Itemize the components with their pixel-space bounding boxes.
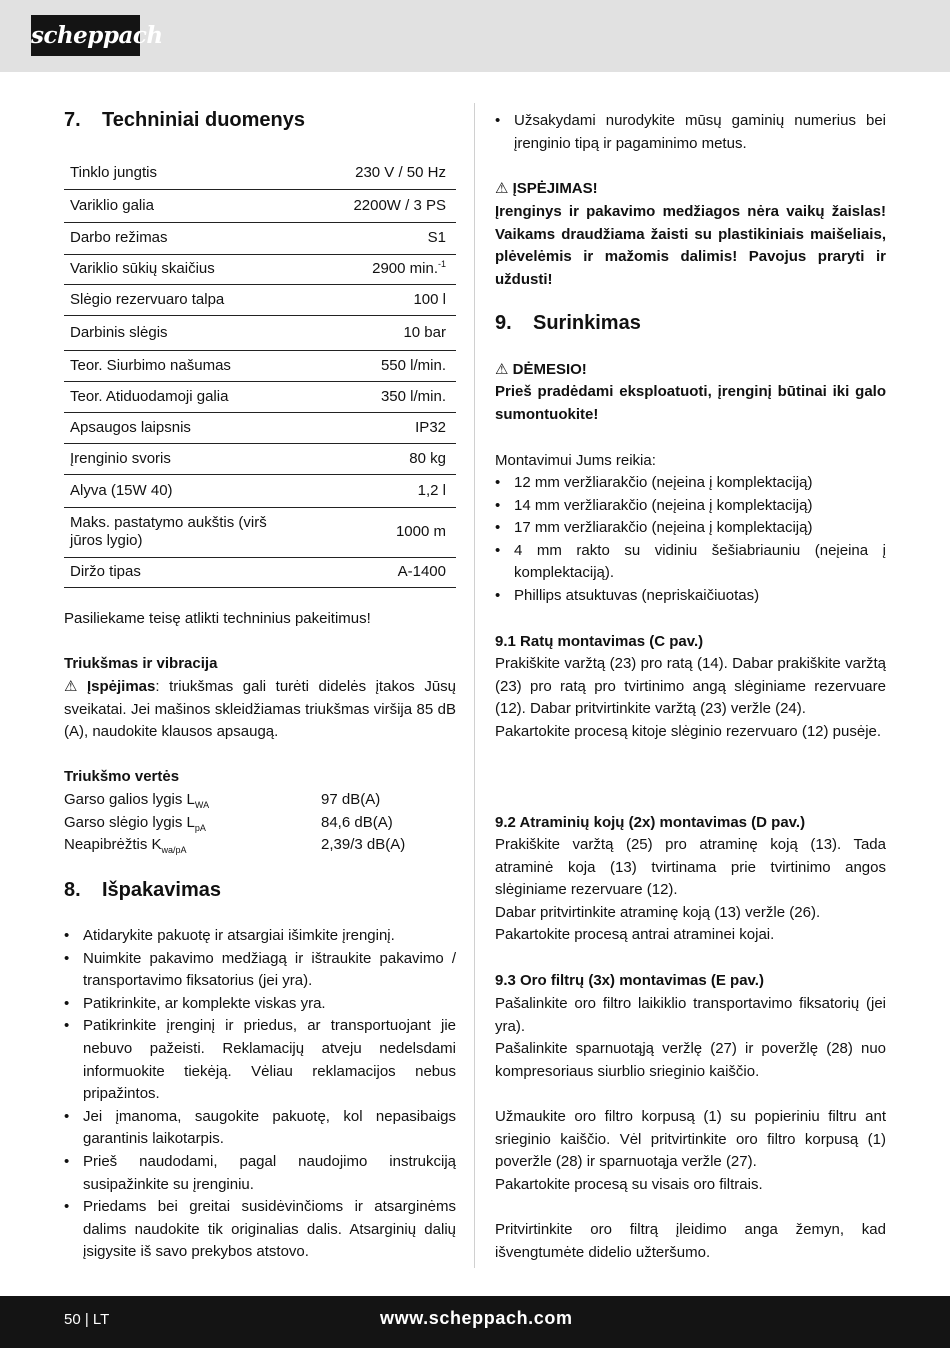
spec-value	[347, 315, 456, 350]
spec-value	[347, 474, 456, 507]
list-item: • 14 mm veržliarakčio (neįeina į komplektaciją)	[495, 495, 886, 518]
list-item: • Atidarykite pakuotę ir atsargiai išimkite įrenginį.	[64, 925, 456, 948]
spec-value-text: 1000 m	[395, 523, 446, 540]
noise-warning-text: : triukšmas gali turėti didelės įtakos Jūsų sveikatai. Jei mašinos skleidžiamas triukšmas viršija 85 dB (A), naudokite klausos apsaugą.	[64, 678, 457, 741]
table-row	[64, 222, 456, 254]
spec-value-text: 1,2 l	[417, 481, 446, 499]
table-row	[64, 254, 456, 284]
page-footer	[0, 1296, 950, 1348]
spec-value	[347, 443, 456, 474]
list-item: • Priedams bei greitai susidėvinčioms ir atsarginėms dalims naudokite tik originalias dalis. Atsarginių dalių įsigysite iš savo prekybos atstovo.	[64, 1196, 456, 1264]
paragraph: Užmaukite oro filtro korpusą (1) su popieriniu filtru ant srieginio kaiščio. Vėl pritvirtinkite oro filtro korpusą (1) poveržle (28) ir sparnuotąja veržle (27).	[495, 1107, 886, 1171]
noise-label: Garso galios lygis L	[64, 791, 195, 808]
spec-label: Darbo režimas	[64, 222, 347, 254]
noise-label: Neapibrėžtis K	[64, 836, 162, 853]
paragraph: Pakartokite procesą antrai atraminei kojai.	[495, 926, 775, 944]
spec-label: Tinklo jungtis	[64, 157, 347, 189]
list-item: • Patikrinkite įrenginį ir priedus, ar transportuojant jie nebuvo pažeisti. Reklamacijų atveju nedelsdami informuokite tiekėją. Vėliau reklamacijos nebus pripažintos.	[64, 1015, 456, 1105]
noise-values-heading: Triukšmo vertės	[64, 768, 180, 785]
spec-value-sup: -1	[437, 259, 446, 269]
section-number: 9.	[495, 312, 512, 334]
subsection-9-2-text	[495, 834, 886, 947]
noise-value: 84,6 dB(A)	[321, 814, 393, 831]
paragraph: Prakiškite varžtą (23) pro ratą (14). Dabar prakiškite varžtą (23) pro ratą pro tvirtinimo angą slėginiame rezervuare (12). Dabar pritvirtinkite varžtą (23) veržle (24).	[495, 655, 886, 718]
spec-label: Diržo tipas	[64, 557, 347, 587]
page-header	[0, 0, 950, 72]
list-item: • Jei įmanoma, saugokite pakuotę, kol nepasibaigs garantinis laikotarpis.	[64, 1106, 456, 1151]
section-title: Techniniai duomenys	[102, 109, 305, 131]
table-row	[64, 507, 456, 557]
section-7-heading	[64, 108, 305, 132]
noise-warning	[64, 676, 456, 744]
paragraph: Dabar pritvirtinkite atraminę koją (13) veržle (26).	[495, 903, 821, 921]
paragraph: Pašalinkite sparnuotąją veržlę (27) ir poveržlę (28) nuo kompresoriaus siurblio srieginio kaiščio.	[495, 1040, 886, 1080]
spec-value	[347, 284, 456, 315]
section-9-heading	[495, 311, 641, 335]
spec-value	[347, 350, 456, 381]
warning-title-text: ĮSPĖJIMAS!	[512, 180, 598, 197]
column-divider	[474, 103, 475, 1268]
spec-value-text: 2900 min.	[372, 260, 438, 277]
changes-note: Pasiliekame teisę atlikti techninius pakeitimus!	[64, 610, 371, 627]
table-row	[64, 189, 456, 222]
spec-label: Teor. Atiduodamoji galia	[64, 381, 347, 412]
paragraph: Pakartokite procesą su visais oro filtrais.	[495, 1175, 763, 1193]
spec-value-text: 100 l	[413, 290, 446, 308]
noise-label-sub: pA	[194, 823, 206, 833]
spec-value	[347, 412, 456, 443]
table-row	[64, 443, 456, 474]
table-row	[64, 412, 456, 443]
attention-text: Prieš pradėdami eksploatuoti, įrenginį būtinai iki galo sumontuokite!	[495, 383, 886, 423]
subsection-9-2-title: 9.2 Atraminių kojų (2x) montavimas (D pav.)	[495, 814, 806, 831]
spec-value-text: 10 bar	[403, 323, 446, 341]
section-title: Surinkimas	[533, 312, 641, 334]
noise-value-row	[64, 834, 456, 857]
warning-icon: ⚠	[495, 361, 509, 378]
spec-label: Teor. Siurbimo našumas	[64, 350, 347, 381]
spec-value	[347, 222, 456, 254]
noise-value: 2,39/3 dB(A)	[321, 836, 406, 853]
noise-value: 97 dB(A)	[321, 791, 381, 808]
spec-label: Variklio galia	[64, 189, 347, 222]
attention-title-text: DĖMESIO!	[512, 361, 587, 378]
spec-value	[347, 507, 456, 557]
list-item: • Prieš naudodami, pagal naudojimo instrukciją susipažinkite su įrenginiu.	[64, 1151, 456, 1196]
warning-text: Įrenginys ir pakavimo medžiagos nėra vaikų žaislas! Vaikams draudžiama žaisti su plastikiniais maišeliais, plėvelėmis ir mažomis dalimis! Pavojus praryti ir uždusti!	[495, 203, 886, 288]
spec-label: Maks. pastatymo aukštis (virš jūros lygio)	[64, 507, 347, 557]
order-info-list	[495, 110, 886, 155]
spec-value	[347, 557, 456, 587]
warning-icon: ⚠	[495, 180, 509, 197]
unpacking-list	[64, 925, 456, 1264]
brand-logo: scheppach	[31, 15, 140, 56]
paragraph: Prakiškite varžtą (25) pro atraminę koją (13). Tada atraminė koja (13) tvirtinama prie tvirtinimo angos slėginiame rezervuare (12).	[495, 836, 886, 899]
list-item: • 17 mm veržliarakčio (neįeina į komplektaciją)	[495, 517, 886, 540]
tools-intro: Montavimui Jums reikia:	[495, 452, 656, 469]
noise-value-row	[64, 812, 456, 835]
spec-label: Darbinis slėgis	[64, 315, 347, 350]
spec-value	[347, 157, 456, 189]
spec-value-text: 2200W / 3 PS	[353, 196, 446, 214]
section-number: 7.	[64, 109, 81, 131]
subsection-9-3-text	[495, 993, 886, 1264]
spec-value-text: IP32	[415, 418, 446, 436]
table-row	[64, 557, 456, 587]
spec-value-text: S1	[427, 229, 446, 246]
section-title: Išpakavimas	[102, 879, 221, 901]
spec-label: Slėgio rezervuaro talpa	[64, 284, 347, 315]
spec-label: Įrenginio svoris	[64, 443, 347, 474]
warning-title	[495, 178, 598, 201]
list-item: • 4 mm rakto su vidiniu šešiabriauniu (neįeina į komplektaciją).	[495, 540, 886, 585]
noise-warning-label: Įspėjimas	[87, 678, 156, 695]
paragraph: Pašalinkite oro filtro laikiklio transportavimo fiksatorių (jei yra).	[495, 995, 886, 1035]
spec-value-text: A-1400	[397, 563, 446, 580]
spec-value-text: 80 kg	[409, 449, 446, 467]
subsection-9-1-text	[495, 653, 886, 743]
noise-label-sub: WA	[194, 800, 210, 810]
spec-label: Apsaugos laipsnis	[64, 412, 347, 443]
subsection-9-1-title: 9.1 Ratų montavimas (C pav.)	[495, 633, 704, 650]
list-item: • 12 mm veržliarakčio (neįeina į komplektaciją)	[495, 472, 886, 495]
tech-data-table	[64, 157, 456, 588]
spec-label: Variklio sūkių skaičius	[64, 254, 347, 284]
attention-title	[495, 359, 587, 382]
paragraph: Pakartokite procesą kitoje slėginio rezervuaro (12) pusėje.	[495, 722, 882, 740]
website-link[interactable]: www.scheppach.com	[380, 1308, 573, 1328]
section-number: 8.	[64, 879, 81, 901]
spec-value-text: 230 V / 50 Hz	[355, 163, 446, 181]
list-item: • Patikrinkite, ar komplekte viskas yra.	[64, 993, 456, 1016]
table-row	[64, 157, 456, 189]
noise-value-row	[64, 789, 456, 812]
subsection-9-3-title: 9.3 Oro filtrų (3x) montavimas (E pav.)	[495, 972, 764, 989]
table-row	[64, 284, 456, 315]
table-row	[64, 381, 456, 412]
page-number: 50 | LT	[64, 1311, 110, 1328]
list-item: • Phillips atsuktuvas (nepriskaičiuotas)	[495, 585, 886, 608]
section-8-heading	[64, 878, 221, 902]
tools-list	[495, 472, 886, 608]
spec-value	[347, 254, 456, 284]
spec-value	[347, 381, 456, 412]
list-item: • Nuimkite pakavimo medžiagą ir ištraukite pakavimo / transportavimo fiksatorius (jei yra).	[64, 948, 456, 993]
list-item: • Užsakydami nurodykite mūsų gaminių numerius bei įrenginio tipą ir pagaminimo metus.	[495, 110, 886, 155]
noise-heading: Triukšmas ir vibracija	[64, 655, 218, 672]
spec-value-text: 350 l/min.	[380, 387, 446, 405]
table-row	[64, 315, 456, 350]
table-row	[64, 350, 456, 381]
noise-label: Garso slėgio lygis L	[64, 814, 195, 831]
noise-label-sub: wa/pA	[161, 845, 187, 855]
spec-value-text: 550 l/min.	[380, 356, 446, 374]
warning-icon: ⚠	[64, 678, 78, 695]
table-row	[64, 474, 456, 507]
paragraph: Pritvirtinkite oro filtrą įleidimo anga žemyn, kad išvengtumėte didelio užteršumo.	[495, 1220, 886, 1261]
spec-label: Alyva (15W 40)	[64, 474, 347, 507]
spec-value	[347, 189, 456, 222]
